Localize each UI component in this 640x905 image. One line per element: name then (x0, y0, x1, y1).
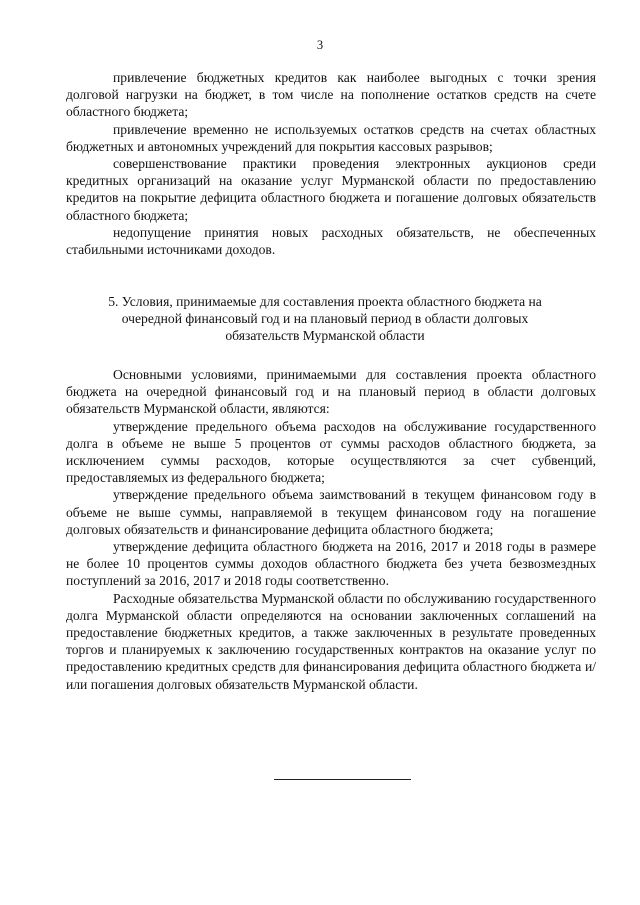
section-heading-line: очередной финансовый год и на плановый период в области долговых (121, 311, 529, 327)
condition-item: утверждение предельного объема заимствований в текущем финансовом году в объеме не выше суммы, направляемой в текущем финансовом году на погашение долговых обязательств и финансирование дефицита областного бюджета; (66, 487, 596, 537)
page-number: 3 (316, 38, 324, 52)
conditions-section (66, 366, 596, 693)
list-item: привлечение временно не используемых остатков средств на счетах областных бюджетных и автономных учреждений для покрытия кассовых разрывов; (66, 121, 596, 154)
section-heading (90, 293, 560, 345)
list-item: недопущение принятия новых расходных обязательств, не обеспеченных стабильными источниками доходов. (66, 224, 596, 258)
list-item: привлечение бюджетных кредитов как наиболее выгодных с точки зрения долговой нагрузки на бюджет, в том числе на пополнение остатков средств на счете областного бюджета; (66, 70, 596, 120)
list-item: совершенствование практики проведения электронных аукционов среди кредитных организаций на оказание услуг Мурманской области по предоставлению кредитов на покрытие дефицита областного бюджета и погашение долговых обязательств областного бюджета; (66, 156, 596, 223)
section-heading-line: 5. Условия, принимаемые для составления проекта областного бюджета на (108, 294, 542, 309)
end-rule (274, 779, 411, 780)
closing-paragraph: Расходные обязательства Мурманской области по обслуживанию государственного долга Мурманской области определяются на основании заключенных соглашений на предоставление бюджетных кредитов, а также заключенных в результате проведенных торгов и планируемых к заключению государственных контрактов на оказание услуг по предоставлению кредитных средств для финансирования дефицита областного бюджета и/или погашения долговых обязательств Мурманской области. (66, 590, 596, 692)
top-list (66, 69, 596, 258)
intro-paragraph: Основными условиями, принимаемыми для составления проекта областного бюджета на очередной финансовый год и на плановый период в области долговых обязательств Мурманской области, являются: (66, 367, 596, 417)
condition-item: утверждение дефицита областного бюджета на 2016, 2017 и 2018 годы в размере не более 10 процентов суммы доходов областного бюджета без учета безвозмездных поступлений за 2016, 2017 и 2018 годы соответственно. (66, 539, 596, 589)
condition-item: утверждение предельного объема расходов на обслуживание государственного долга в объеме не выше 5 процентов от суммы расходов областного бюджета, за исключением суммы расходов, которые осуществляются за счет субвенций, предоставляемых из федерального бюджета; (66, 418, 596, 486)
section-heading-line: обязательств Мурманской области (225, 328, 425, 344)
